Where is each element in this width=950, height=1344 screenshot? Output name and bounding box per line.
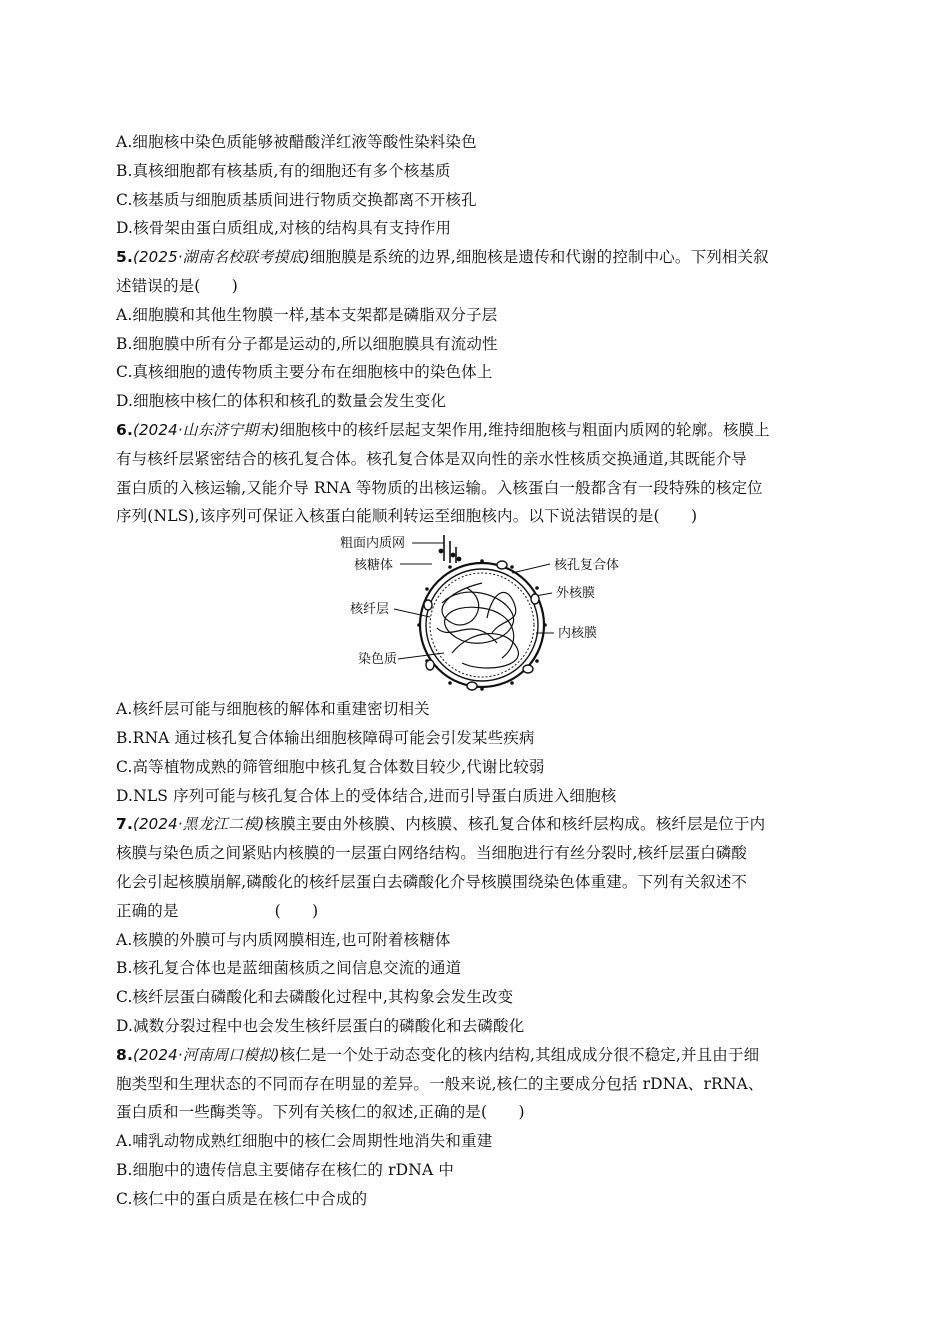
q6-stem-line-4: 序列(NLS),该序列可保证入核蛋白能顺利转运至细胞核内。以下说法错误的是( ): [116, 507, 698, 526]
q8-stem-line-1: 8.(2024·河南周口模拟)核仁是一个处于动态变化的核内结构,其组成成分很不稳定,并且由于细: [116, 1045, 760, 1064]
nucleus: [417, 559, 547, 691]
q7-stem-line-1: 7.(2024·黑龙江二模)核膜主要由外核膜、内核膜、核孔复合体和核纤层构成。核纤层是位于内: [116, 815, 766, 834]
label-chromatin: 染色质: [358, 652, 398, 668]
q8-option-a: A.哺乳动物成熟红细胞中的核仁会周期性地消失和重建: [116, 1132, 493, 1151]
q8-option-b: B.细胞中的遗传信息主要储存在核仁的 rDNA 中: [116, 1160, 455, 1179]
q6-option-d: D.NLS 序列可能与核孔复合体上的受体结合,进而引导蛋白质进入细胞核: [116, 786, 617, 805]
q7-stem-line-2: 核膜与染色质之间紧贴内核膜的一层蛋白网络结构。当细胞进行有丝分裂时,核纤层蛋白磷酸: [116, 844, 748, 863]
label-ribosome: 核糖体: [354, 558, 394, 574]
q5-option-a: A.细胞膜和其他生物膜一样,基本支架都是磷脂双分子层: [116, 305, 498, 324]
q5-stem-line-2: 述错误的是( ): [116, 276, 238, 295]
question-source: (2025·湖南名校联考摸底): [132, 248, 310, 267]
q6-stem-line-2: 有与核纤层紧密结合的核孔复合体。核孔复合体是双向性的亲水性核质交换通道,其既能介导: [116, 449, 748, 468]
q7-option-a: A.核膜的外膜可与内质网膜相连,也可附着核糖体: [116, 930, 451, 949]
question-number: 7: [116, 815, 127, 834]
document-page: [116, 128, 840, 1214]
answer-paren: ( ): [274, 901, 319, 920]
question-number: 6: [116, 420, 127, 439]
nucleus-diagram-svg: [332, 533, 632, 691]
q8-stem-line-2: 胞类型和生理状态的不同而存在明显的差异。一般来说,核仁的主要成分包括 rDNA、rRNA、: [116, 1074, 764, 1093]
q4-option-c: C.核基质与细胞质基质间进行物质交换都离不开核孔: [116, 190, 477, 209]
nucleus-diagram: [116, 533, 840, 691]
q8-option-c: C.核仁中的蛋白质是在核仁中合成的: [116, 1189, 368, 1208]
question-source: (2024·河南周口模拟): [132, 1045, 280, 1064]
q7-stem-line-4: 正确的是 ( ): [116, 901, 319, 920]
q7-option-c: C.核纤层蛋白磷酸化和去磷酸化过程中,其构象会发生改变: [116, 988, 514, 1007]
q5-option-d: D.细胞核中核仁的体积和核孔的数量会发生变化: [116, 392, 447, 411]
question-number: 5: [116, 248, 127, 267]
q4-option-d: D.核骨架由蛋白质组成,对核的结构具有支持作用: [116, 219, 452, 238]
q7-stem-line-3: 化会引起核膜崩解,磷酸化的核纤层蛋白去磷酸化介导核膜围绕染色体重建。下列有关叙述不: [116, 872, 748, 891]
question-source: (2024·黑龙江二模): [132, 815, 265, 834]
q6-option-a: A.核纤层可能与细胞核的解体和重建密切相关: [116, 700, 430, 719]
rough-er: [439, 535, 460, 563]
question-source: (2024·山东济宁期末): [132, 420, 280, 439]
q7-option-d: D.减数分裂过程中也会发生核纤层蛋白的磷酸化和去磷酸化: [116, 1016, 525, 1035]
label-nuclear-lamina: 核纤层: [350, 602, 390, 618]
q5-stem-line-1: 5.(2025·湖南名校联考摸底)细胞膜是系统的边界,细胞核是遗传和代谢的控制中心。下列相关叙: [116, 248, 769, 267]
q7-option-b: B.核孔复合体也是蓝细菌核质之间信息交流的通道: [116, 959, 462, 978]
q6-option-c: C.高等植物成熟的筛管细胞中核孔复合体数目较少,代谢比较弱: [116, 757, 545, 776]
q4-option-b: B.真核细胞都有核基质,有的细胞还有多个核基质: [116, 161, 451, 180]
label-nuclear-pore-complex: 核孔复合体: [554, 558, 620, 574]
label-rough-er: 粗面内质网: [340, 536, 406, 552]
q5-option-b: B.细胞膜中所有分子都是运动的,所以细胞膜具有流动性: [116, 334, 498, 353]
q6-stem-line-1: 6.(2024·山东济宁期末)细胞核中的核纤层起支架作用,维持细胞核与粗面内质网的轮廓。核膜上: [116, 420, 770, 439]
label-outer-membrane: 外核膜: [556, 586, 596, 602]
question-number: 8: [116, 1045, 127, 1064]
q4-option-a: A.细胞核中染色质能够被醋酸洋红液等酸性染料染色: [116, 133, 477, 151]
label-inner-membrane: 内核膜: [558, 626, 598, 642]
q6-stem-line-3: 蛋白质的入核运输,又能介导 RNA 等物质的出核运输。入核蛋白一般都含有一段特殊的核定位: [116, 478, 763, 497]
q8-stem-line-3: 蛋白质和一些酶类等。下列有关核仁的叙述,正确的是( ): [116, 1103, 525, 1122]
q6-option-b: B.RNA 通过核孔复合体输出细胞核障碍可能会引发某些疾病: [116, 728, 535, 747]
q5-option-c: C.真核细胞的遗传物质主要分布在细胞核中的染色体上: [116, 363, 493, 382]
